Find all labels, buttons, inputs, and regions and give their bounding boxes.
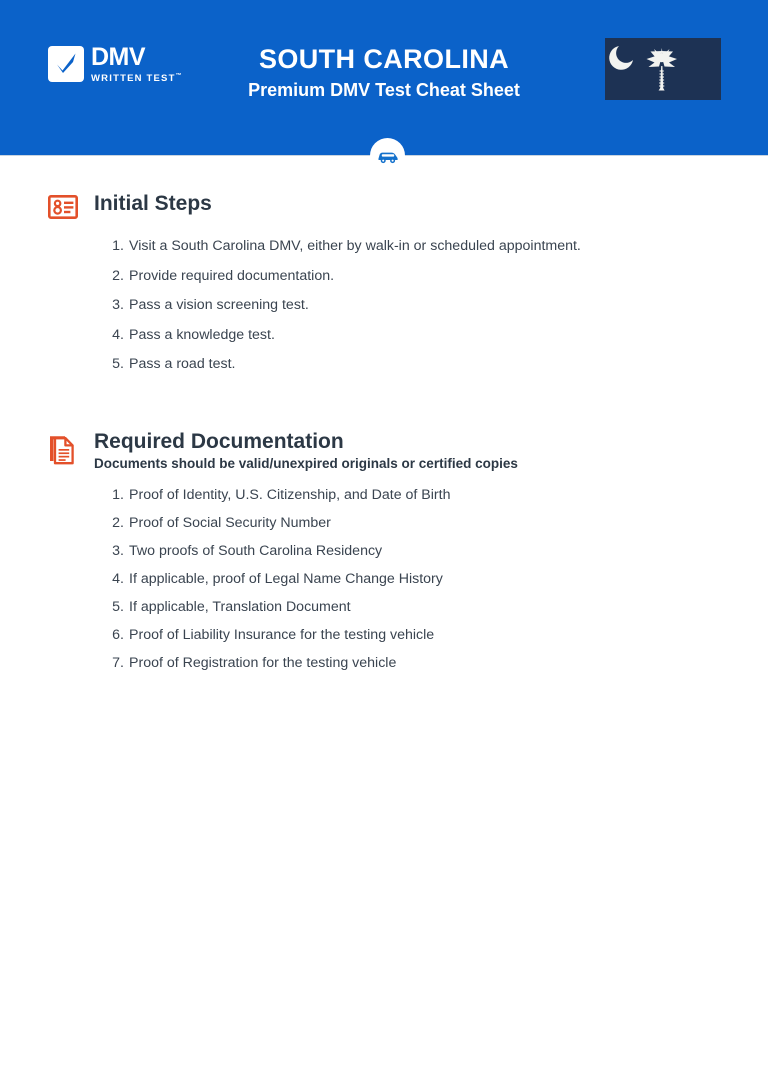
brand-name: DMV: [91, 43, 146, 71]
list-item: Proof of Liability Insurance for the testing vehicle: [129, 627, 435, 644]
list-item: Proof of Registration for the testing vehicle: [129, 655, 397, 672]
section-title: Required Documentation: [94, 430, 344, 454]
section-required-documentation: [0, 429, 768, 672]
section-title-group: [82, 191, 212, 216]
list-item: If applicable, Translation Document: [129, 599, 351, 616]
list-item: Pass a vision screening test.: [129, 297, 309, 314]
section-title: Initial Steps: [94, 192, 212, 215]
section-note: Documents should be valid/unexpired originals or certified copies: [94, 456, 518, 472]
section-initial-steps: [0, 191, 768, 373]
list-item: Visit a South Carolina DMV, either by walk-in or scheduled appointment.: [129, 238, 581, 254]
required-documentation-list: [0, 487, 768, 672]
brand-wordmark: [91, 45, 182, 84]
section-title-group: [82, 429, 518, 473]
list-item: Pass a knowledge test.: [129, 326, 275, 343]
brand-tagline: WRITTEN TEST™: [91, 73, 182, 85]
page-header: [0, 0, 768, 155]
id-card-icon: [48, 191, 82, 224]
section-header: [0, 191, 768, 224]
checkmark-icon: [48, 46, 84, 82]
page-content: [0, 191, 768, 672]
list-item: Provide required documentation.: [129, 267, 335, 284]
dmv-written-test-logo: [48, 45, 182, 84]
list-item: Proof of Social Security Number: [129, 515, 331, 532]
list-item: Pass a road test.: [129, 356, 236, 373]
car-icon: [370, 138, 405, 173]
trademark-symbol: ™: [175, 73, 182, 79]
list-item: If applicable, proof of Legal Name Change History: [129, 571, 443, 588]
page-subtitle: Premium DMV Test Cheat Sheet: [248, 80, 520, 101]
section-header: [0, 429, 768, 473]
south-carolina-flag: [605, 38, 721, 100]
documents-icon: [48, 429, 82, 470]
list-item: Two proofs of South Carolina Residency: [129, 543, 383, 560]
page-title: SOUTH CAROLINA: [258, 44, 510, 74]
initial-steps-list: [0, 238, 768, 373]
list-item: Proof of Identity, U.S. Citizenship, and Date of Birth: [129, 487, 451, 504]
